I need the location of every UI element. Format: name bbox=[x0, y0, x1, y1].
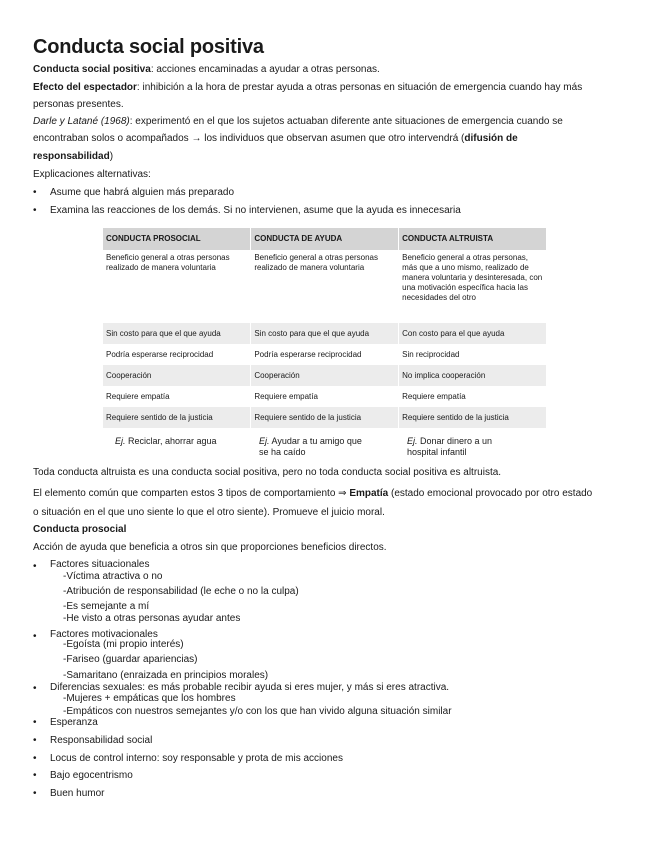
definition-label: Conducta social positiva bbox=[33, 64, 151, 75]
table-header-row bbox=[103, 228, 547, 250]
bullet-icon: • bbox=[33, 770, 37, 781]
list-item: -He visto a otras personas ayudar antes bbox=[63, 613, 241, 624]
bullet-icon: • bbox=[33, 788, 37, 799]
table-cell: Requiere empatía bbox=[399, 386, 547, 407]
bystander-text: : inhibición a la hora de prestar ayuda a otras personas en situación de emergencia cuando hay más bbox=[136, 82, 583, 93]
alternatives-heading: Explicaciones alternativas: bbox=[33, 169, 151, 180]
empathy-term: Empatía bbox=[349, 488, 389, 499]
list-item: Buen humor bbox=[50, 788, 105, 799]
section-heading-prosocial: Conducta prosocial bbox=[33, 524, 127, 535]
example-prosocial bbox=[115, 436, 217, 447]
comparison-table bbox=[103, 228, 547, 428]
darley-text: : experimentó en el que los sujetos actuaban diferente ante situaciones de emergencia cuando se bbox=[129, 116, 563, 127]
list-item: -Mujeres + empáticas que los hombres bbox=[63, 693, 236, 704]
table-header-cell: CONDUCTA DE AYUDA bbox=[251, 228, 399, 250]
table-cell: Cooperación bbox=[251, 365, 399, 386]
example-text: Reciclar, ahorrar agua bbox=[125, 436, 217, 446]
diffusion-term: difusión de bbox=[464, 133, 518, 144]
table-cell: Podría esperarse reciprocidad bbox=[251, 344, 399, 365]
list-item: -Víctima atractiva o no bbox=[63, 571, 163, 582]
list-item: Locus de control interno: soy responsable y prota de mis acciones bbox=[50, 753, 343, 764]
definition-text: : acciones encaminadas a ayudar a otras personas. bbox=[150, 64, 380, 75]
list-item: -Empáticos con nuestros semejantes y/o con los que han vivido alguna situación similar bbox=[63, 706, 452, 717]
table-cell: Beneficio general a otras personas realizado de manera voluntaria bbox=[251, 250, 399, 323]
list-item: -Egoísta (mi propio interés) bbox=[63, 639, 184, 650]
example-help bbox=[259, 436, 362, 458]
bullet-icon: • bbox=[33, 735, 37, 746]
motivational-factors: Factores motivacionales bbox=[50, 629, 158, 640]
definition-line bbox=[33, 63, 380, 76]
table-cell: Sin costo para que el que ayuda bbox=[251, 323, 399, 344]
table-cell: Requiere sentido de la justicia bbox=[399, 407, 547, 428]
table-cell: Requiere empatía bbox=[251, 386, 399, 407]
table-cell: Requiere sentido de la justicia bbox=[103, 407, 251, 428]
bullet-icon: • bbox=[33, 187, 37, 198]
empathy-text-a: El elemento común que comparten estos 3 tipos de comportamiento ⇒ bbox=[33, 488, 350, 499]
bystander-label: Efecto del espectador bbox=[33, 82, 137, 93]
example-text: Ayudar a tu amigo que bbox=[269, 436, 362, 446]
prosocial-description: Acción de ayuda que beneficia a otros sin que proporciones beneficios directos. bbox=[33, 542, 387, 553]
example-label: Ej. bbox=[115, 436, 126, 446]
bullet-icon: • bbox=[33, 717, 37, 728]
list-item bbox=[33, 186, 37, 199]
diffusion-term-2: responsabilidad bbox=[33, 151, 110, 162]
list-item: Responsabilidad social bbox=[50, 735, 153, 746]
table-cell: Beneficio general a otras personas, más que a uno mismo, realizado de manera voluntaria y desinteresada, con una motivación específica hacia las necesidades del otro bbox=[399, 250, 547, 323]
table-row bbox=[103, 250, 547, 323]
table-cell: Cooperación bbox=[103, 365, 251, 386]
bullet-icon: • bbox=[33, 631, 37, 642]
table-row bbox=[103, 344, 547, 365]
list-item: Bajo egocentrismo bbox=[50, 770, 133, 781]
bystander-effect-line bbox=[33, 81, 582, 94]
bystander-text-cont: personas presentes. bbox=[33, 99, 124, 110]
list-item: -Samaritano (enraizada en principios morales) bbox=[63, 670, 269, 681]
table-header-cell: CONDUCTA PROSOCIAL bbox=[103, 228, 251, 250]
list-item-text: Examina las reacciones de los demás. Si no intervienen, asume que la ayuda es innecesaria bbox=[50, 205, 461, 216]
example-label: Ej. bbox=[407, 436, 418, 446]
darley-text-2: encontraban solos o acompañados → los individuos que observan asumen que otro intervendrá ( bbox=[33, 133, 465, 144]
list-item bbox=[33, 204, 37, 217]
bullet-icon: • bbox=[33, 205, 37, 216]
example-label: Ej. bbox=[259, 436, 270, 446]
table-cell: Requiere sentido de la justicia bbox=[251, 407, 399, 428]
bullet-icon: • bbox=[33, 753, 37, 764]
list-item: -Es semejante a mí bbox=[63, 601, 150, 612]
table-header-cell: CONDUCTA ALTRUISTA bbox=[399, 228, 547, 250]
darley-citation: Darle y Latané (1968) bbox=[33, 116, 130, 127]
table-cell: Sin costo para que el que ayuda bbox=[103, 323, 251, 344]
table-cell: Requiere empatía bbox=[103, 386, 251, 407]
table-cell: No implica cooperación bbox=[399, 365, 547, 386]
bullet-icon: • bbox=[33, 561, 37, 572]
page-title: Conducta social positiva bbox=[33, 36, 264, 58]
table-cell: Beneficio general a otras personas realizado de manera voluntaria bbox=[103, 250, 251, 323]
list-item: -Fariseo (guardar apariencias) bbox=[63, 654, 198, 665]
example-text-2: se ha caído bbox=[259, 447, 306, 457]
sex-differences: Diferencias sexuales: es más probable recibir ayuda si eres mujer, y más si eres atractiva. bbox=[50, 682, 450, 693]
table-cell: Con costo para el que ayuda bbox=[399, 323, 547, 344]
empathy-line-2: o situación en el que uno siente lo que el otro siente). Promueve el juicio moral. bbox=[33, 507, 385, 518]
table-row bbox=[103, 323, 547, 344]
list-item: -Atribución de responsabilidad (le eche o no la culpa) bbox=[63, 586, 299, 597]
table-row bbox=[103, 386, 547, 407]
table-row bbox=[103, 407, 547, 428]
example-altruist bbox=[407, 436, 492, 458]
darley-line bbox=[33, 115, 563, 128]
table-cell: Sin reciprocidad bbox=[399, 344, 547, 365]
table-cell: Podría esperarse reciprocidad bbox=[103, 344, 251, 365]
altruism-note: Toda conducta altruista es una conducta social positiva, pero no toda conducta social positiva es altruista. bbox=[33, 467, 502, 478]
empathy-text-b: (estado emocional provocado por otro estado bbox=[388, 488, 593, 499]
situational-factors: Factores situacionales bbox=[50, 559, 150, 570]
darley-close: ) bbox=[109, 151, 114, 162]
example-text: Donar dinero a un bbox=[417, 436, 493, 446]
list-item-text: Asume que habrá alguien más preparado bbox=[50, 187, 235, 198]
table-row bbox=[103, 365, 547, 386]
bullet-icon: • bbox=[33, 683, 37, 694]
list-item: Esperanza bbox=[50, 717, 98, 728]
example-text-2: hospital infantil bbox=[407, 447, 467, 457]
darley-line-2 bbox=[33, 132, 518, 145]
darley-line-3 bbox=[33, 150, 113, 163]
empathy-line bbox=[33, 487, 592, 500]
